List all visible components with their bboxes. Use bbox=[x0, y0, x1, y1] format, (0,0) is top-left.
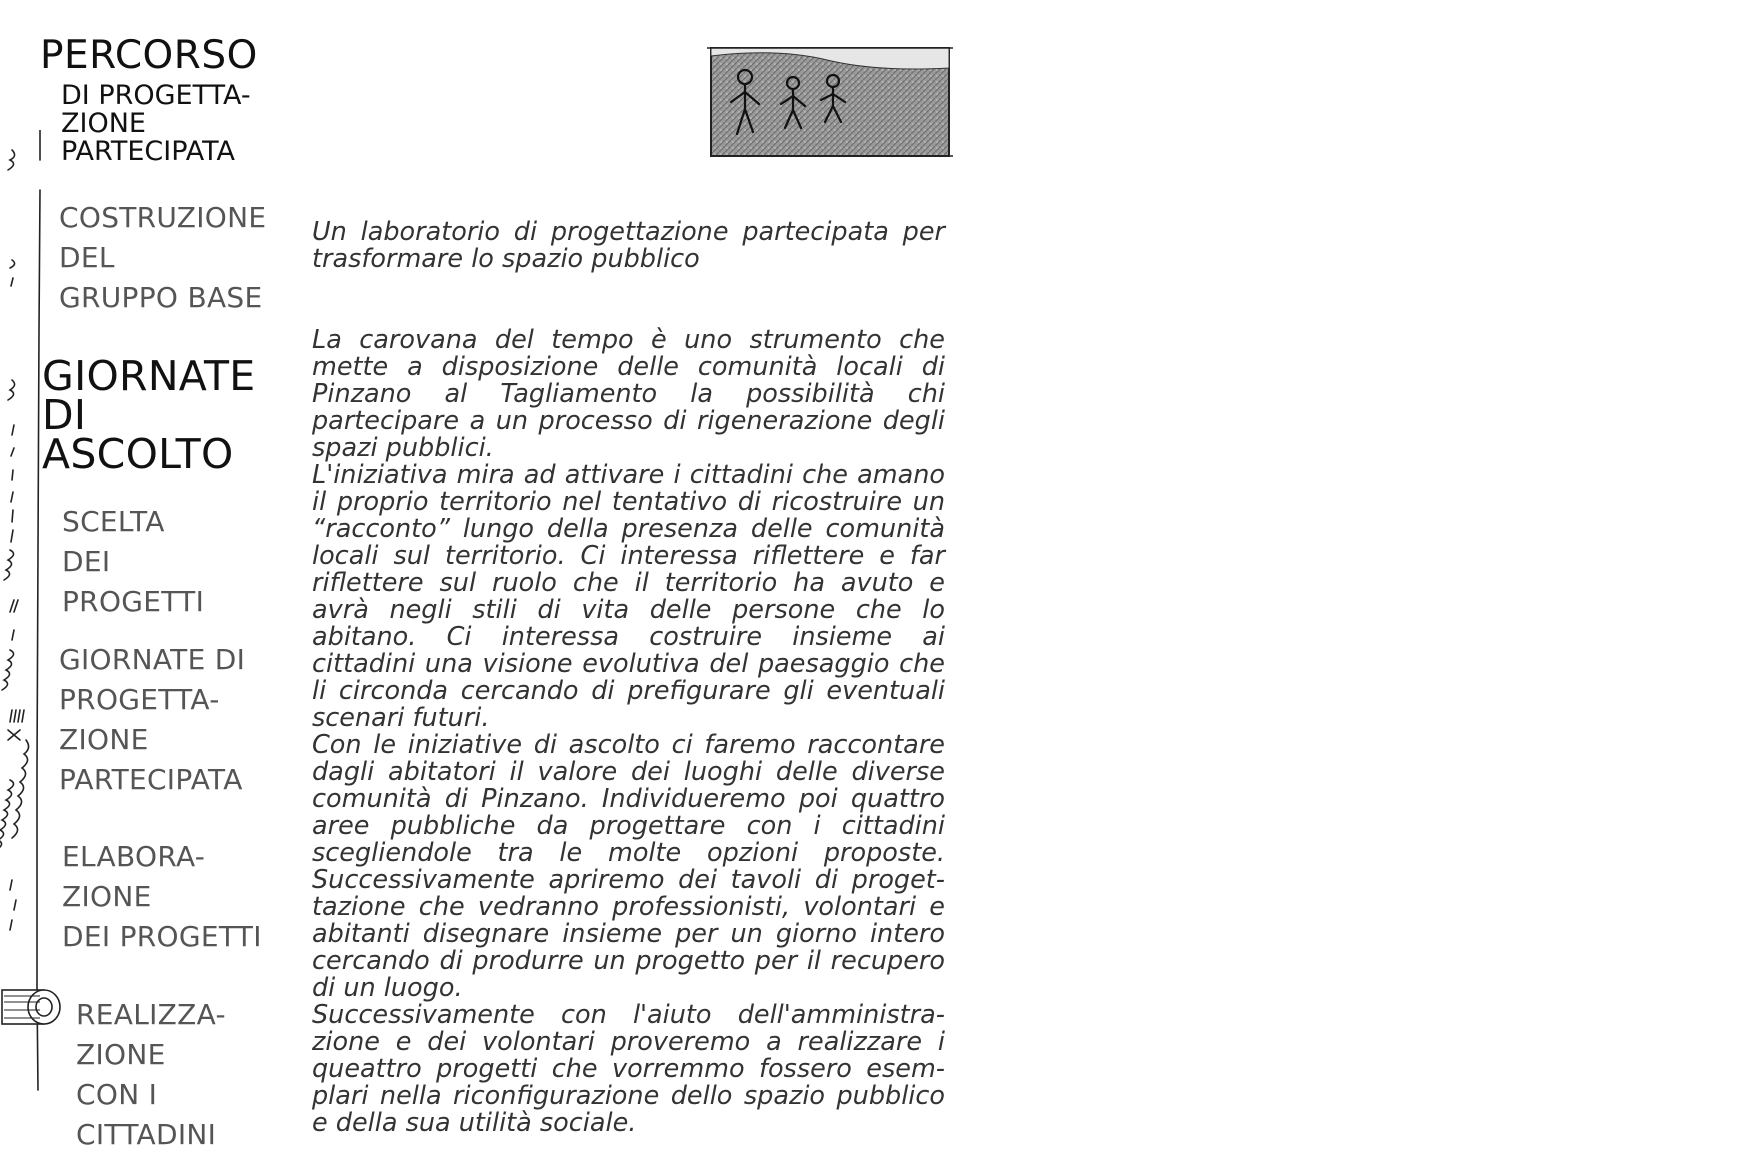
stage-line: PROGETTI bbox=[62, 585, 205, 618]
stage-line: SCELTA bbox=[62, 505, 165, 538]
stage-elaborazione-dei-progetti bbox=[62, 837, 262, 957]
body-paragraph: Successivamente con l'aiuto dell'amministrazione e dei volontari proveremo a realizzare i queattro progetti che vorremmo fossero esemplari nella riconfigurazione dello spazio pubblico e della sua utilità sociale. bbox=[312, 1000, 945, 1138]
stage-giornate-di-progettazione bbox=[59, 640, 245, 800]
body-paragraph: Con le iniziative di ascolto ci faremo raccontare dagli abitatori il valore dei luoghi delle diverse comunità di Pinzano. Individueremo poi quattro aree pubbliche da progettare con i cittadini scegliendole tra le molte opzioni proposte. Successivamente apriremo dei tavoli di progettazione che vedranno professionisti, volontari e abitanti disegnare insieme per un giorno intero cercando di produrre un progetto per il recupero di un luogo. bbox=[312, 730, 945, 1003]
stage-line: ZIONE bbox=[62, 880, 152, 913]
body-paragraph: La carovana del tempo è uno strumento che mette a disposizione delle comunità locali di Pinzano al Tagliamento la possibilità chi partecipare a un processo di rigenerazione degli spazi pubblici. bbox=[312, 325, 945, 463]
stage-line: ELABORA- bbox=[62, 840, 206, 873]
stage-line: REALIZZA- bbox=[76, 998, 226, 1031]
stage-line: COSTRUZIONE bbox=[59, 201, 267, 234]
stage-line: DI bbox=[42, 391, 87, 439]
body-paragraph: L'iniziativa mira ad attivare i cittadini che amano il proprio territorio nel tentativo di ricostruire un “racconto” lungo della presenza delle comunità locali sul territorio. Ci interessa riflettere e far riflettere sul ruolo che il territorio ha avuto e avrà negli stili di vita delle persone che lo abitano. Ci interessa costruire insieme ai cittadini una visione evolutiva del paesaggio che li circonda cercando di prefigurare gli eventuali scenari futuri. bbox=[312, 460, 945, 733]
scroll-edge-line bbox=[37, 130, 40, 1090]
stage-line: PROGETTA- bbox=[59, 683, 220, 716]
timeline-subtitle-line: ZIONE bbox=[61, 108, 146, 139]
stage-line: PARTECIPATA bbox=[59, 763, 243, 796]
timeline-subtitle-line: PARTECIPATA bbox=[61, 136, 235, 167]
stage-line: DEI bbox=[62, 545, 111, 578]
body-text bbox=[312, 327, 945, 1137]
timeline-title: PERCORSO bbox=[40, 33, 258, 78]
stage-line: ZIONE bbox=[76, 1038, 166, 1071]
scroll-roll bbox=[2, 990, 60, 1024]
stage-line: CITTADINI bbox=[76, 1118, 217, 1151]
stage-giornate-di-ascolto-current bbox=[42, 352, 256, 478]
stage-line: CON I bbox=[76, 1078, 158, 1111]
stage-line: GIORNATE DI bbox=[59, 643, 246, 676]
timeline-subtitle bbox=[61, 82, 251, 166]
children-landscape-sketch-icon bbox=[707, 44, 953, 160]
stage-line: DEL bbox=[59, 241, 115, 274]
stage-line: GRUPPO BASE bbox=[59, 281, 263, 314]
stage-realizzazione-con-i-cittadini bbox=[76, 995, 226, 1155]
intro-text: Un laboratorio di progettazione partecipata per trasformare lo spazio pubblico bbox=[312, 217, 945, 274]
stage-line: DEI PROGETTI bbox=[62, 920, 262, 953]
stage-scelta-dei-progetti bbox=[62, 502, 204, 622]
stage-costruzione-gruppo-base bbox=[59, 198, 266, 318]
timeline-subtitle-line: DI PROGETTA- bbox=[61, 80, 251, 111]
stage-line: ZIONE bbox=[59, 723, 149, 756]
stage-line: GIORNATE bbox=[42, 352, 256, 400]
stage-line: ASCOLTO bbox=[42, 430, 234, 478]
